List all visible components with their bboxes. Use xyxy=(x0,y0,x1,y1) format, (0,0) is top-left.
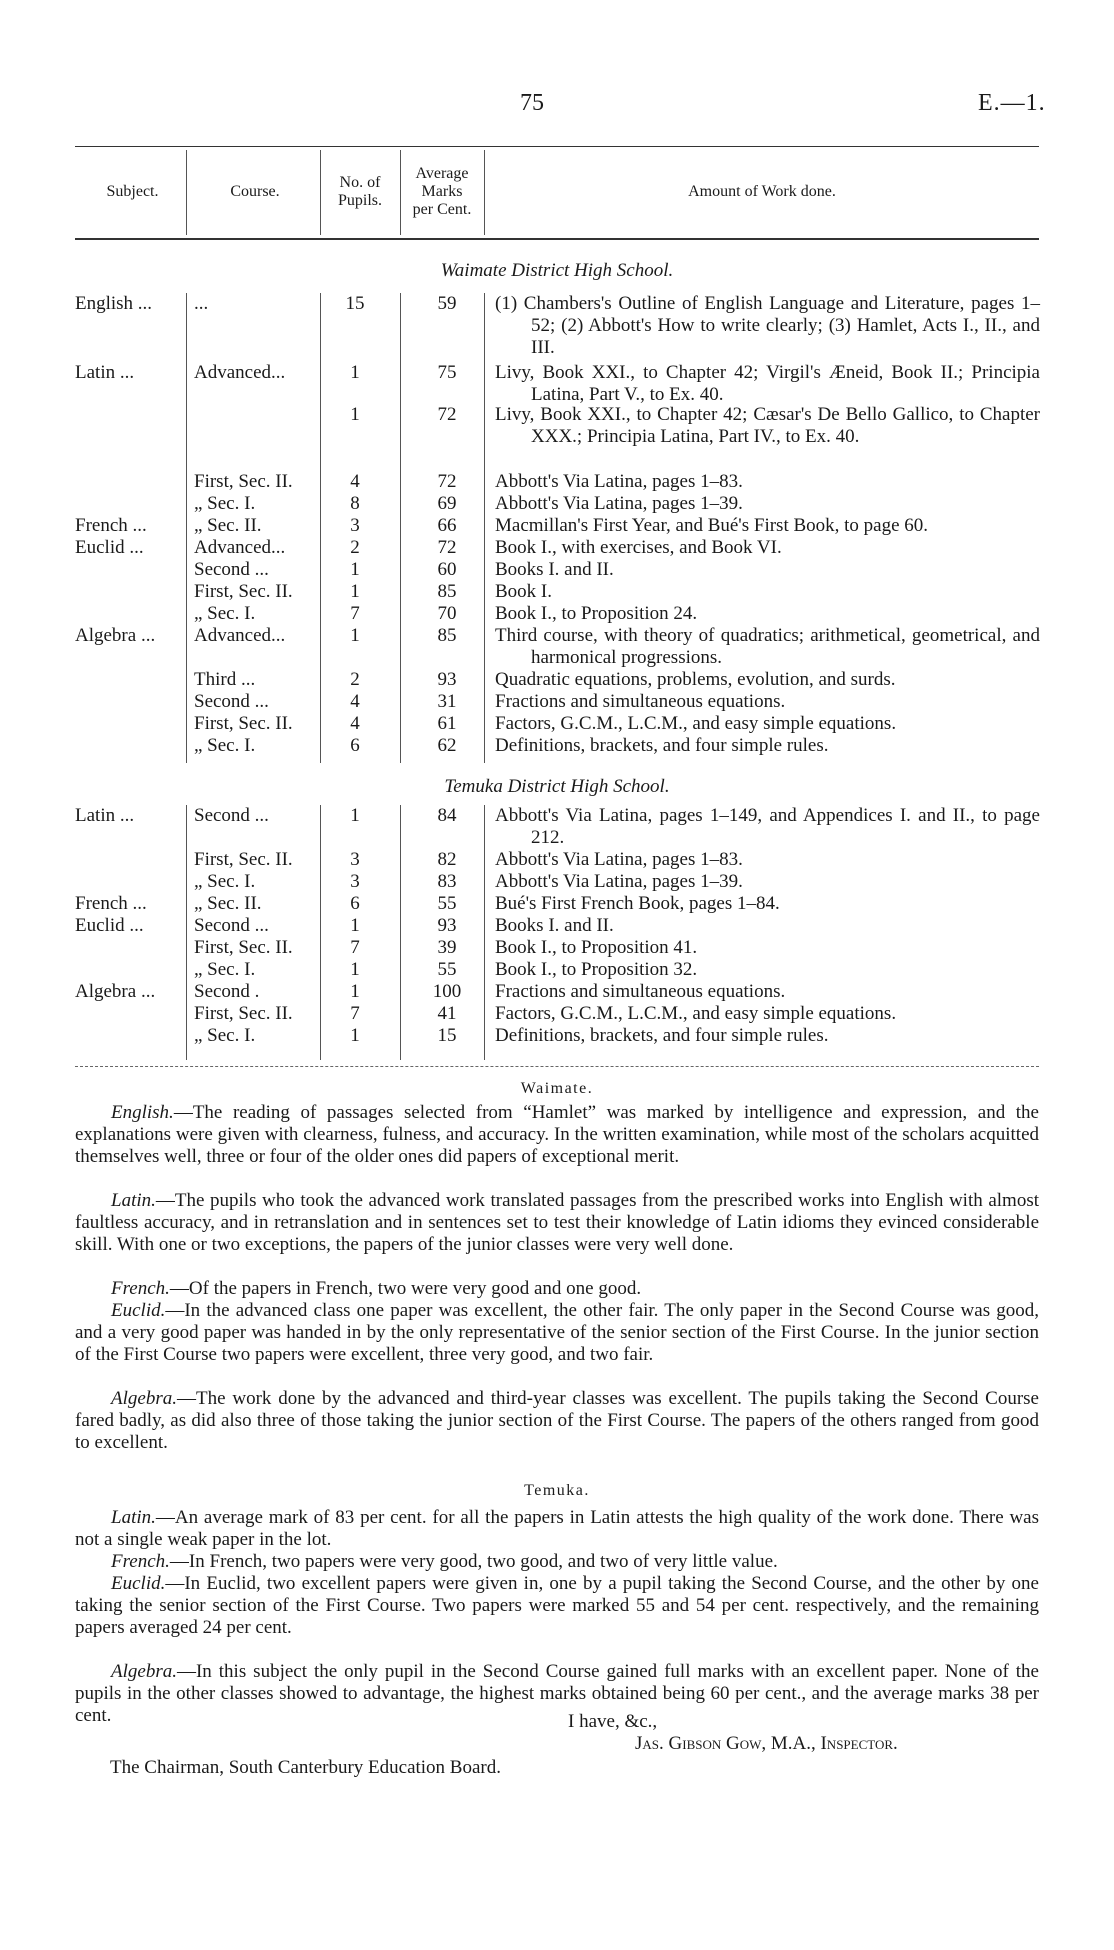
work-text: Macmillan's First Year, and Bué's First Book, to page 60. xyxy=(495,515,929,536)
pupils-cell: 1 xyxy=(350,959,360,980)
paragraph-text: —The reading of passages selected from “Hamlet” was marked by intelligence and expression, and the explanations were given with clearness, fulness, and accuracy. In the written examination, while most of the scholars acquitted themselves well, three or four of the older ones did papers of exceptional merit. xyxy=(75,1102,1039,1167)
course-cell: Advanced... xyxy=(194,625,286,646)
work-cell xyxy=(495,1025,1040,1047)
report-paragraph xyxy=(75,1661,1039,1727)
work-text: Factors, G.C.M., L.C.M., and easy simple equations. xyxy=(495,1003,897,1024)
marks-cell: 59 xyxy=(437,293,457,314)
work-text: Livy, Book XXI., to Chapter 42; Virgil's Æneid, Book II.; Principia Latina, Part V., to Ex. 40. xyxy=(495,362,1040,405)
marks-cell: 15 xyxy=(437,1025,457,1046)
pupils-cell: 7 xyxy=(350,603,360,624)
subject-cell: Algebra ... xyxy=(75,625,156,646)
course-cell: „ Sec. I. xyxy=(194,959,256,980)
work-cell xyxy=(495,603,1040,625)
column-divider xyxy=(320,805,321,1060)
work-text: Book I., to Proposition 24. xyxy=(495,603,698,624)
section-heading-temuka: Temuka. xyxy=(524,1482,590,1499)
subject-cell: Euclid ... xyxy=(75,915,144,936)
column-header-pupils xyxy=(320,174,400,210)
pupils-cell: 7 xyxy=(350,1003,360,1024)
paragraph-label: English. xyxy=(111,1102,174,1123)
column-divider xyxy=(320,293,321,763)
pupils-cell: 4 xyxy=(350,471,360,492)
pupils-cell: 1 xyxy=(350,559,360,580)
pupils-cell: 3 xyxy=(350,515,360,536)
pupils-header-line2: Pupils. xyxy=(337,192,382,209)
marks-cell: 55 xyxy=(437,959,457,980)
course-cell: Second . xyxy=(194,981,260,1002)
pupils-cell: 1 xyxy=(350,404,360,425)
paragraph-text: —In the advanced class one paper was excellent, the other fair. The only paper in the Second Course was good, and a very good paper was handed in by the only representative of the senior section of the First Course. In the junior section of the First Course two papers were excellent, three very good, and two fair. xyxy=(75,1300,1039,1365)
section-heading-waimate: Waimate. xyxy=(520,1080,594,1097)
pupils-cell: 1 xyxy=(350,362,360,383)
paragraph-label: Euclid. xyxy=(111,1300,166,1321)
paragraph-text: —In this subject the only pupil in the Second Course gained full marks with an excellent paper. None of the pupils in the other classes showed to advantage, the highest marks obtained being 60 per cent., and the average marks 38 per cent. xyxy=(75,1661,1039,1726)
marks-cell: 39 xyxy=(437,937,457,958)
course-cell: „ Sec. I. xyxy=(194,493,256,514)
pupils-cell: 1 xyxy=(350,981,360,1002)
column-header-course: Course. xyxy=(230,183,280,200)
marks-cell: 93 xyxy=(437,915,457,936)
paragraph-text: —The pupils who took the advanced work translated passages from the prescribed works into English with almost faultless accuracy, and in retranslation and in sentences set to test their knowledge of Latin idioms they evinced considerable skill. With one or two exceptions, the papers of the junior classes were very well done. xyxy=(75,1190,1039,1255)
work-text: (1) Chambers's Outline of English Language and Literature, pages 1–52; (2) Abbott's How to write clearly; (3) Hamlet, Acts I., II., and III. xyxy=(495,293,1040,358)
course-cell: „ Sec. II. xyxy=(194,893,262,914)
marks-cell: 66 xyxy=(437,515,457,536)
marks-cell: 72 xyxy=(437,471,457,492)
pupils-cell: 6 xyxy=(350,893,360,914)
work-cell xyxy=(495,362,1040,406)
marks-cell: 100 xyxy=(432,981,462,1002)
work-text: Books I. and II. xyxy=(495,559,614,580)
marks-cell: 72 xyxy=(437,537,457,558)
column-divider xyxy=(484,150,485,235)
pupils-cell: 3 xyxy=(350,849,360,870)
report-paragraph xyxy=(75,1507,1039,1551)
marks-cell: 82 xyxy=(437,849,457,870)
work-text: Definitions, brackets, and four simple rules. xyxy=(495,1025,829,1046)
work-cell xyxy=(495,471,1040,493)
marks-cell: 62 xyxy=(437,735,457,756)
paragraph-label: Algebra. xyxy=(111,1661,177,1682)
work-cell xyxy=(495,625,1040,669)
table-bottom-rule xyxy=(75,1066,1039,1067)
work-cell xyxy=(495,849,1040,871)
subject-cell: Latin ... xyxy=(75,805,135,826)
paragraph-label: French. xyxy=(111,1278,170,1299)
marks-header-line2: Marks xyxy=(421,183,463,200)
work-text: Fractions and simultaneous equations. xyxy=(495,691,786,712)
column-divider xyxy=(400,150,401,235)
course-cell: Advanced... xyxy=(194,362,286,383)
work-text: Abbott's Via Latina, pages 1–149, and Appendices I. and II., to page 212. xyxy=(495,805,1040,848)
work-text: Book I., to Proposition 41. xyxy=(495,937,698,958)
addressee: The Chairman, South Canterbury Education Board. xyxy=(110,1757,501,1778)
marks-cell: 84 xyxy=(437,805,457,826)
work-cell xyxy=(495,805,1040,849)
work-cell xyxy=(495,871,1040,893)
column-divider xyxy=(484,293,485,763)
course-cell: „ Sec. I. xyxy=(194,603,256,624)
pupils-cell: 1 xyxy=(350,581,360,602)
column-divider xyxy=(186,805,187,1060)
work-text: Book I., with exercises, and Book VI. xyxy=(495,537,782,558)
page-reference: E.—1. xyxy=(978,90,1046,116)
table-header-rule xyxy=(75,238,1039,240)
column-header-work: Amount of Work done. xyxy=(688,183,836,200)
work-cell xyxy=(495,537,1040,559)
pupils-cell: 4 xyxy=(350,713,360,734)
course-cell: „ Sec. I. xyxy=(194,871,256,892)
pupils-cell: 7 xyxy=(350,937,360,958)
course-cell: First, Sec. II. xyxy=(194,713,293,734)
table-top-rule xyxy=(75,146,1039,147)
work-text: Fractions and simultaneous equations. xyxy=(495,981,786,1002)
column-header-subject: Subject. xyxy=(106,183,159,200)
paragraph-text: —The work done by the advanced and third-year classes was excellent. The pupils taking the Second Course fared badly, as did also three of those taking the junior section of the First Course. The papers of the others ranged from good to excellent. xyxy=(75,1388,1039,1453)
page-number: 75 xyxy=(520,90,544,116)
work-cell xyxy=(495,735,1040,757)
work-cell xyxy=(495,937,1040,959)
marks-cell: 85 xyxy=(437,625,457,646)
work-cell xyxy=(495,559,1040,581)
marks-cell: 55 xyxy=(437,893,457,914)
column-divider xyxy=(186,293,187,763)
course-cell: Third ... xyxy=(194,669,256,690)
marks-cell: 85 xyxy=(437,581,457,602)
paragraph-text: —In Euclid, two excellent papers were given in, one by a pupil taking the Second Course, and the other by one taking the senior section of the First Course. Two papers were marked 55 and 54 per cent. respectively, and the remaining papers averaged 24 per cent. xyxy=(75,1573,1039,1638)
course-cell: First, Sec. II. xyxy=(194,471,293,492)
school-title-temuka: Temuka District High School. xyxy=(444,776,670,797)
work-cell xyxy=(495,581,1040,603)
work-cell xyxy=(495,515,1040,537)
report-paragraph xyxy=(75,1102,1039,1168)
work-text: Abbott's Via Latina, pages 1–83. xyxy=(495,849,743,870)
paragraph-label: Latin. xyxy=(111,1507,156,1528)
signature: Jas. Gibson Gow, M.A., Inspector. xyxy=(635,1733,898,1754)
marks-cell: 83 xyxy=(437,871,457,892)
work-cell xyxy=(495,691,1040,713)
course-cell: Second ... xyxy=(194,805,269,826)
work-text: Bué's First French Book, pages 1–84. xyxy=(495,893,780,914)
course-cell: Second ... xyxy=(194,691,269,712)
work-cell xyxy=(495,959,1040,981)
report-paragraph xyxy=(75,1551,1039,1573)
subject-cell: French ... xyxy=(75,515,147,536)
pupils-cell: 4 xyxy=(350,691,360,712)
subject-cell: French ... xyxy=(75,893,147,914)
course-cell: „ Sec. I. xyxy=(194,735,256,756)
work-cell xyxy=(495,404,1040,448)
work-text: Books I. and II. xyxy=(495,915,614,936)
report-paragraph xyxy=(75,1278,1039,1300)
work-text: Book I. xyxy=(495,581,552,602)
work-cell xyxy=(495,915,1040,937)
column-header-marks xyxy=(400,165,484,219)
marks-header-line3: per Cent. xyxy=(412,201,472,218)
paragraph-label: Algebra. xyxy=(111,1388,177,1409)
column-divider xyxy=(400,805,401,1060)
pupils-cell: 1 xyxy=(350,805,360,826)
work-text: Abbott's Via Latina, pages 1–39. xyxy=(495,493,743,514)
work-cell xyxy=(495,893,1040,915)
course-cell: First, Sec. II. xyxy=(194,581,293,602)
course-cell: First, Sec. II. xyxy=(194,1003,293,1024)
report-paragraph xyxy=(75,1573,1039,1639)
marks-cell: 31 xyxy=(437,691,457,712)
marks-cell: 69 xyxy=(437,493,457,514)
work-text: Definitions, brackets, and four simple rules. xyxy=(495,735,829,756)
report-paragraph xyxy=(75,1300,1039,1366)
subject-cell: Latin ... xyxy=(75,362,135,383)
marks-cell: 75 xyxy=(437,362,457,383)
work-cell xyxy=(495,669,1040,691)
pupils-cell: 15 xyxy=(345,293,365,314)
column-divider xyxy=(186,150,187,235)
paragraph-text: —Of the papers in French, two were very good and one good. xyxy=(169,1278,642,1299)
work-text: Abbott's Via Latina, pages 1–39. xyxy=(495,871,743,892)
report-paragraph xyxy=(75,1190,1039,1256)
marks-cell: 41 xyxy=(437,1003,457,1024)
course-cell: First, Sec. II. xyxy=(194,937,293,958)
paragraph-label: Latin. xyxy=(111,1190,156,1211)
pupils-cell: 6 xyxy=(350,735,360,756)
salutation: I have, &c., xyxy=(568,1711,658,1732)
work-cell xyxy=(495,1003,1040,1025)
pupils-cell: 1 xyxy=(350,625,360,646)
work-cell xyxy=(495,493,1040,515)
course-cell: ... xyxy=(194,293,209,314)
subject-cell: Euclid ... xyxy=(75,537,144,558)
pupils-cell: 8 xyxy=(350,493,360,514)
marks-cell: 70 xyxy=(437,603,457,624)
marks-cell: 93 xyxy=(437,669,457,690)
paragraph-text: —An average mark of 83 per cent. for all the papers in Latin attests the high quality of the work done. There was not a single weak paper in the lot. xyxy=(75,1507,1039,1550)
column-divider xyxy=(484,805,485,1060)
subject-cell: Algebra ... xyxy=(75,981,156,1002)
work-text: Quadratic equations, problems, evolution, and surds. xyxy=(495,669,896,690)
course-cell: Second ... xyxy=(194,915,269,936)
report-paragraph xyxy=(75,1388,1039,1454)
work-text: Factors, G.C.M., L.C.M., and easy simple equations. xyxy=(495,713,897,734)
pupils-cell: 2 xyxy=(350,537,360,558)
paragraph-label: French. xyxy=(111,1551,170,1572)
work-text: Book I., to Proposition 32. xyxy=(495,959,698,980)
marks-cell: 72 xyxy=(437,404,457,425)
work-cell xyxy=(495,713,1040,735)
course-cell: „ Sec. II. xyxy=(194,515,262,536)
pupils-cell: 1 xyxy=(350,915,360,936)
pupils-cell: 1 xyxy=(350,1025,360,1046)
column-divider xyxy=(320,150,321,235)
paragraph-label: Euclid. xyxy=(111,1573,166,1594)
work-cell xyxy=(495,293,1040,359)
marks-cell: 61 xyxy=(437,713,457,734)
work-text: Third course, with theory of quadratics; arithmetical, geometrical, and harmonical progressions. xyxy=(495,625,1040,668)
school-title-waimate: Waimate District High School. xyxy=(440,260,674,281)
work-text: Abbott's Via Latina, pages 1–83. xyxy=(495,471,743,492)
pupils-cell: 2 xyxy=(350,669,360,690)
course-cell: Second ... xyxy=(194,559,269,580)
pupils-cell: 3 xyxy=(350,871,360,892)
work-text: Livy, Book XXI., to Chapter 42; Cæsar's De Bello Gallico, to Chapter XXX.; Principia Latina, Part IV., to Ex. 40. xyxy=(495,404,1040,447)
subject-cell: English ... xyxy=(75,293,153,314)
course-cell: „ Sec. I. xyxy=(194,1025,256,1046)
marks-header-line1: Average xyxy=(415,165,469,182)
pupils-header-line1: No. of xyxy=(339,174,381,191)
work-cell xyxy=(495,981,1040,1003)
column-divider xyxy=(400,293,401,763)
marks-cell: 60 xyxy=(437,559,457,580)
paragraph-text: —In French, two papers were very good, two good, and two of very little value. xyxy=(169,1551,778,1572)
course-cell: Advanced... xyxy=(194,537,286,558)
course-cell: First, Sec. II. xyxy=(194,849,293,870)
